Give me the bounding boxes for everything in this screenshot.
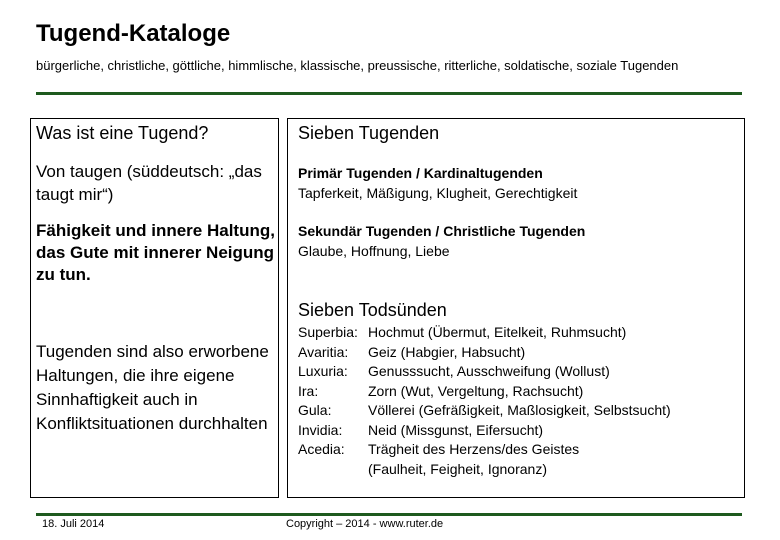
page-title: Tugend-Kataloge xyxy=(36,20,231,47)
sin-item xyxy=(298,460,671,480)
sin-description: (Faulheit, Feigheit, Ignoranz) xyxy=(368,460,547,477)
sin-description: Trägheit des Herzens/des Geistes xyxy=(368,441,580,457)
sin-description: Geiz (Habgier, Habsucht) xyxy=(368,343,526,360)
primary-virtues-text: Tapferkeit, Mäßigung, Klugheit, Gerechtigkeit xyxy=(298,185,578,201)
sin-name: Avaritia: xyxy=(298,343,349,360)
page-subtitle: bürgerliche, christliche, göttliche, himmlische, klassische, preussische, ritterliche, soldatische, soziale Tugenden xyxy=(36,58,679,73)
explanation-text: Tugenden sind also erworbene Haltungen, die ihre eigene Sinnhaftigkeit auch in Konfliktsituationen durchhalten xyxy=(36,342,269,433)
virtues-heading: Sieben Tugenden xyxy=(298,123,440,143)
sin-name: Invidia: xyxy=(298,421,343,438)
sin-description: Hochmut (Übermut, Eitelkeit, Ruhmsucht) xyxy=(368,324,627,340)
sin-name: Ira: xyxy=(298,382,319,399)
left-heading: Was ist eine Tugend? xyxy=(36,123,209,143)
sin-item xyxy=(298,362,671,382)
footer-divider xyxy=(36,513,742,516)
sin-name: Luxuria: xyxy=(298,363,348,379)
sin-item xyxy=(298,343,671,363)
footer-date: 18. Juli 2014 xyxy=(42,518,105,530)
sin-name: Gula: xyxy=(298,402,332,418)
sin-description: Zorn (Wut, Vergeltung, Rachsucht) xyxy=(368,382,584,399)
primary-virtues-title: Primär Tugenden / Kardinaltugenden xyxy=(298,165,543,181)
sin-description: Neid (Missgunst, Eifersucht) xyxy=(368,421,544,438)
sin-name: Acedia: xyxy=(298,441,345,457)
header-divider xyxy=(36,92,742,95)
sin-item xyxy=(298,421,671,441)
sin-item xyxy=(298,323,671,343)
sins-list xyxy=(298,323,671,479)
etymology-text: Von taugen (süddeutsch: „das taugt mir“) xyxy=(36,162,262,204)
sin-description: Völlerei (Gefräßigkeit, Maßlosigkeit, Selbstsucht) xyxy=(368,402,671,418)
sin-name xyxy=(298,460,368,480)
secondary-virtues-title: Sekundär Tugenden / Christliche Tugenden xyxy=(298,223,586,239)
footer-copyright: Copyright – 2014 - www.ruter.de xyxy=(286,518,444,530)
definition-text: Fähigkeit und innere Haltung, das Gute mit innerer Neigung zu tun. xyxy=(36,221,275,284)
sin-item xyxy=(298,401,671,421)
secondary-virtues-text: Glaube, Hoffnung, Liebe xyxy=(298,243,450,259)
sin-item xyxy=(298,440,671,460)
sin-item xyxy=(298,382,671,402)
sin-description: Genusssucht, Ausschweifung (Wollust) xyxy=(368,363,610,379)
sin-name: Superbia: xyxy=(298,324,358,340)
sins-heading: Sieben Todsünden xyxy=(298,300,447,320)
